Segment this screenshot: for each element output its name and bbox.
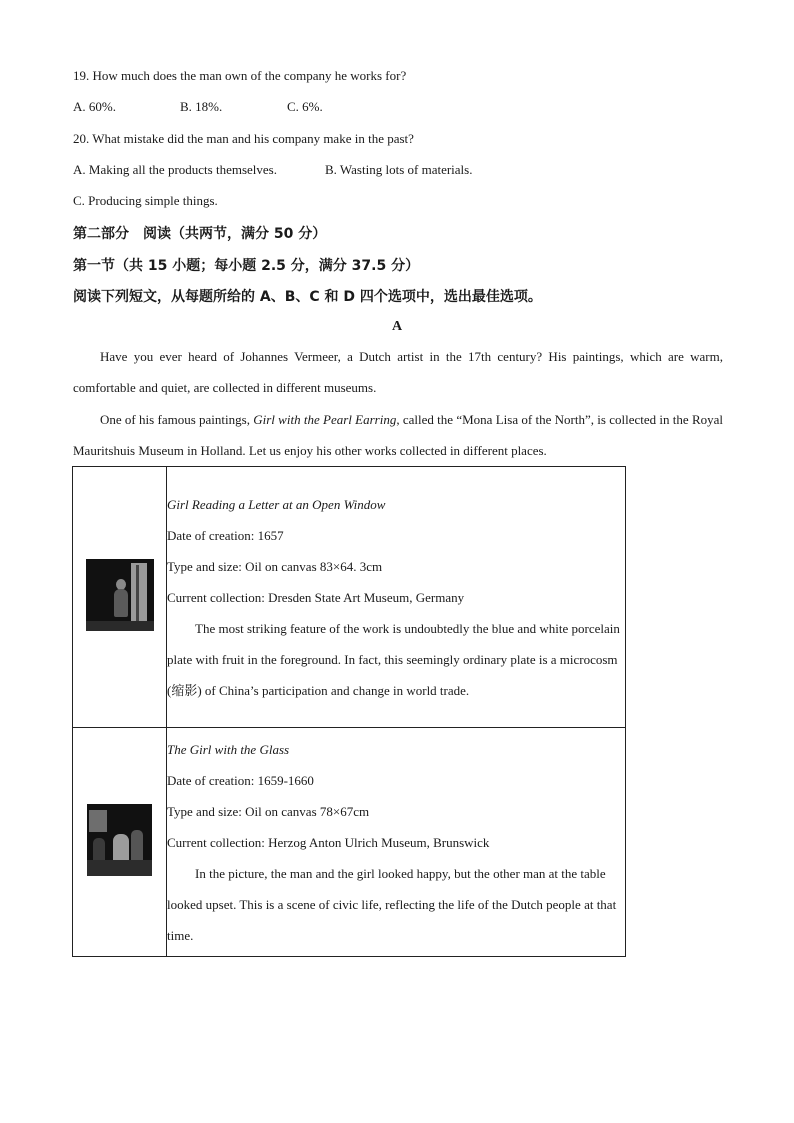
work-type-size: Type and size: Oil on canvas 78×67cm	[167, 803, 370, 819]
painting-title-pearl-earring: Girl with the Pearl Earring	[253, 412, 397, 427]
work-date: Date of creation: 1659-1660	[167, 772, 314, 788]
work-details	[167, 728, 626, 957]
work-description: The most striking feature of the work is undoubtedly the blue and white porcelain plate with fruit in the foreground. In fact, this seemingly ordinary plate is a microcosm (缩影) of China’s participation and change in world trade.	[167, 620, 620, 698]
passage-label: A	[391, 319, 403, 334]
question-19: 19. How much does the man own of the company he works for?	[73, 68, 407, 83]
painting-thumbnail-glass	[87, 804, 152, 876]
table-row	[73, 728, 626, 957]
subsection-title: 第一节（共 15 小题；每小题 2.5 分，满分 37.5 分）	[73, 258, 420, 274]
painting-thumbnail-letter	[86, 559, 154, 631]
painting-image-cell	[73, 467, 167, 728]
works-table	[72, 466, 626, 957]
part-title: 第二部分 阅读（共两节，满分 50 分）	[73, 226, 327, 242]
table-row	[73, 467, 626, 728]
q19-option-c: C. 6%.	[287, 99, 323, 114]
q19-option-b: B. 18%.	[180, 99, 223, 114]
work-type-size: Type and size: Oil on canvas 83×64. 3cm	[167, 558, 383, 574]
work-title: The Girl with the Glass	[167, 741, 290, 757]
work-title: Girl Reading a Letter at an Open Window	[167, 496, 386, 512]
q19-option-a: A. 60%.	[73, 99, 116, 114]
work-details	[167, 467, 626, 728]
q20-option-c: C. Producing simple things.	[73, 193, 218, 208]
q20-option-b: B. Wasting lots of materials.	[325, 162, 473, 177]
q20-option-a: A. Making all the products themselves.	[73, 162, 277, 177]
passage-paragraph-1: Have you ever heard of Johannes Vermeer, a Dutch artist in the 17th century? His paintings, which are warm, comfortable and quiet, are collected in different museums.	[73, 349, 723, 395]
painting-image-cell	[73, 728, 167, 957]
work-collection: Current collection: Herzog Anton Ulrich Museum, Brunswick	[167, 834, 490, 850]
passage-paragraph-2: One of his famous paintings, Girl with the Pearl Earring, called the “Mona Lisa of the North”, is collected in the Royal Mauritshuis Museum in Holland. Let us enjoy his other works collected in different places.	[73, 412, 724, 458]
instruction: 阅读下列短文，从每题所给的 A、B、C 和 D 四个选项中，选出最佳选项。	[73, 289, 542, 305]
work-date: Date of creation: 1657	[167, 527, 284, 543]
work-description: In the picture, the man and the girl looked happy, but the other man at the table looked upset. This is a scene of civic life, reflecting the life of the Dutch people at that time.	[167, 865, 617, 943]
question-20: 20. What mistake did the man and his company make in the past?	[73, 131, 414, 146]
work-collection: Current collection: Dresden State Art Museum, Germany	[167, 589, 465, 605]
